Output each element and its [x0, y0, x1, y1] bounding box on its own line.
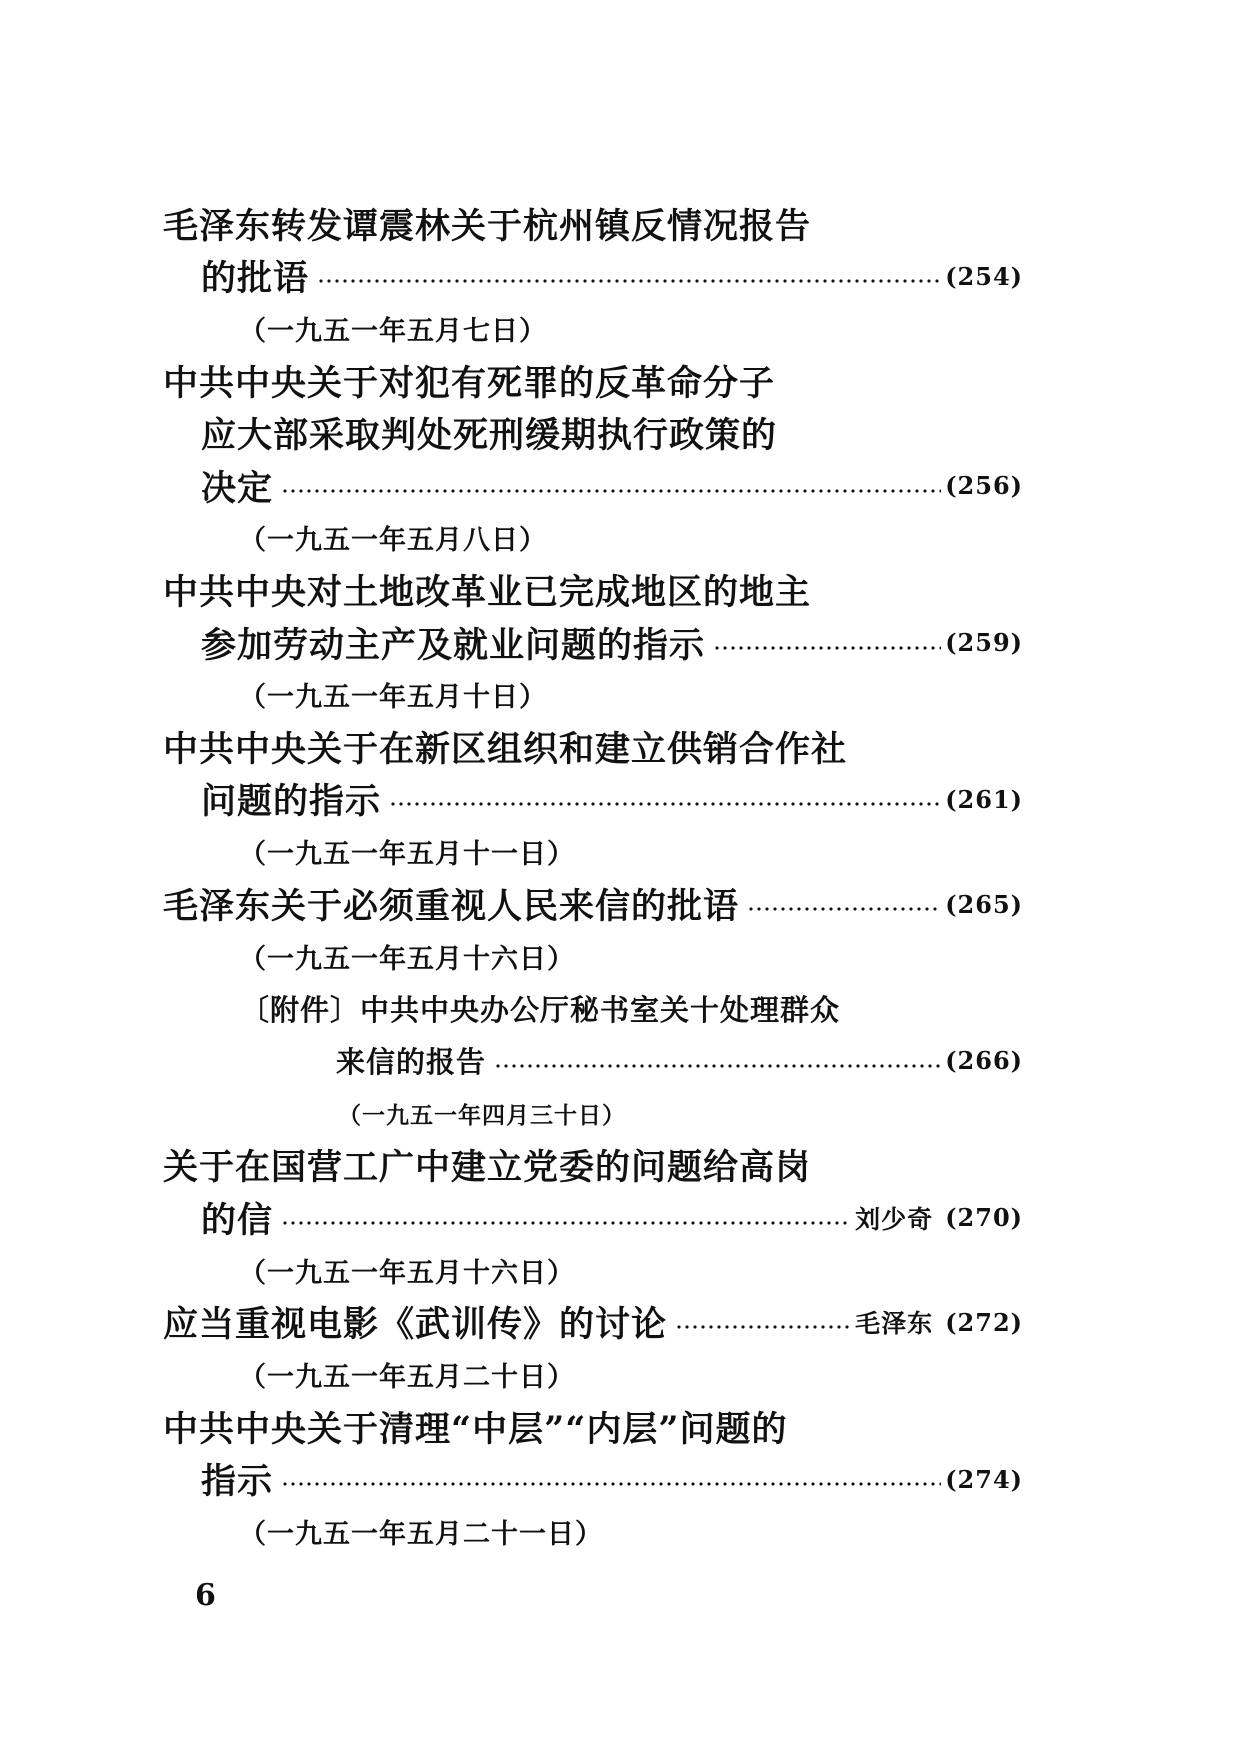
entry-author: 刘少奇 — [855, 1204, 934, 1234]
entry-text: （一九五一年四月三十日） — [338, 1101, 626, 1129]
toc-entry-line — [0, 1139, 1240, 1191]
leader-dots — [281, 1220, 851, 1226]
entry-text: 关于在国营工广中建立党委的问题给高岗 — [163, 1147, 812, 1189]
toc-entry-line[interactable] — [0, 459, 1240, 511]
toc-date-line — [0, 826, 1240, 878]
toc-entry-line — [0, 721, 1240, 773]
toc-entry-line — [0, 198, 1240, 250]
toc-entry-line — [0, 407, 1240, 459]
toc-entry-line[interactable] — [0, 250, 1240, 302]
entry-text: 毛泽东转发谭震林关于杭州镇反情况报告 — [163, 206, 812, 248]
entry-text: 的信 — [201, 1199, 274, 1241]
entry-page-number: (256) — [945, 471, 1023, 501]
entry-text: 的批语 — [201, 258, 310, 300]
toc-date-line — [0, 930, 1240, 982]
toc-entry-line[interactable] — [0, 1453, 1240, 1505]
leader-dots — [675, 1324, 851, 1330]
toc-entry-line[interactable] — [0, 1296, 1240, 1348]
entry-text: 中共中央对土地改革业已完成地区的地主 — [163, 572, 812, 614]
entry-text: （一九五一年五月十六日） — [239, 1257, 575, 1289]
entry-text: （一九五一年五月七日） — [239, 316, 547, 348]
entry-text: （一九五一年五月十一日） — [239, 839, 575, 871]
page-number: 6 — [195, 1578, 216, 1613]
leader-dots — [281, 488, 941, 494]
entry-text: 问题的指示 — [201, 781, 382, 823]
toc-date-line — [0, 1505, 1240, 1557]
leader-dots — [281, 1481, 941, 1487]
entry-text: 应当重视电影《武训传》的讨论 — [163, 1304, 668, 1346]
entry-text: 中共中央关于对犯有死罪的反革命分子 — [163, 363, 776, 405]
entry-text: （一九五一年五月十日） — [239, 682, 547, 714]
entry-page-number: (261) — [945, 784, 1023, 814]
entry-text: （一九五一年五月十六日） — [239, 943, 575, 975]
leader-dots — [317, 278, 941, 284]
leader-dots — [747, 906, 941, 912]
entry-page-number: (259) — [945, 628, 1023, 658]
entry-page-number: (272) — [945, 1307, 1023, 1337]
toc-entry-line — [0, 355, 1240, 407]
entry-text: （一九五一年五月二十日） — [239, 1362, 575, 1394]
toc-entry-line — [0, 982, 1240, 1034]
entry-text: 指示 — [201, 1461, 274, 1503]
entry-text: （一九五一年五月八日） — [239, 525, 547, 557]
toc-date-line — [0, 512, 1240, 564]
entry-page-number: (274) — [945, 1464, 1023, 1494]
entry-text: 决定 — [201, 467, 274, 509]
entry-text: （一九五一年五月二十一日） — [239, 1519, 603, 1551]
toc-entry-line[interactable] — [0, 878, 1240, 930]
entry-text: 〔附件〕中共中央办公厅秘书室关十处理群众 — [240, 993, 841, 1028]
toc-date-line — [0, 1087, 1240, 1139]
entry-page-number: (265) — [945, 889, 1023, 919]
leader-dots — [494, 1063, 941, 1069]
entry-text: 应大部采取判处死刑缓期执行政策的 — [201, 415, 778, 457]
toc-entry-line[interactable] — [0, 1035, 1240, 1087]
toc-entry-line[interactable] — [0, 773, 1240, 825]
entry-text: 来信的报告 — [336, 1045, 487, 1080]
entry-text: 中共中央关于在新区组织和建立供销合作社 — [163, 729, 848, 771]
toc-entry-line[interactable] — [0, 616, 1240, 668]
toc-date-line — [0, 1244, 1240, 1296]
entry-text: 毛泽东关于必须重视人民来信的批语 — [163, 886, 740, 927]
leader-dots — [389, 801, 941, 807]
toc-entry-line[interactable] — [0, 1192, 1240, 1244]
toc-date-line — [0, 669, 1240, 721]
table-of-contents — [0, 198, 1240, 1558]
toc-entry-line — [0, 564, 1240, 616]
toc-date-line — [0, 303, 1240, 355]
toc-date-line — [0, 1349, 1240, 1401]
entry-author: 毛泽东 — [855, 1309, 934, 1339]
entry-text: 中共中央关于清理“中层”“内层”问题的 — [163, 1408, 788, 1450]
leader-dots — [713, 645, 941, 651]
entry-page-number: (270) — [945, 1203, 1023, 1233]
entry-text: 参加劳动主产及就业问题的指示 — [201, 624, 706, 666]
entry-page-number: (254) — [945, 261, 1023, 291]
toc-entry-line — [0, 1401, 1240, 1453]
entry-page-number: (266) — [945, 1046, 1023, 1076]
